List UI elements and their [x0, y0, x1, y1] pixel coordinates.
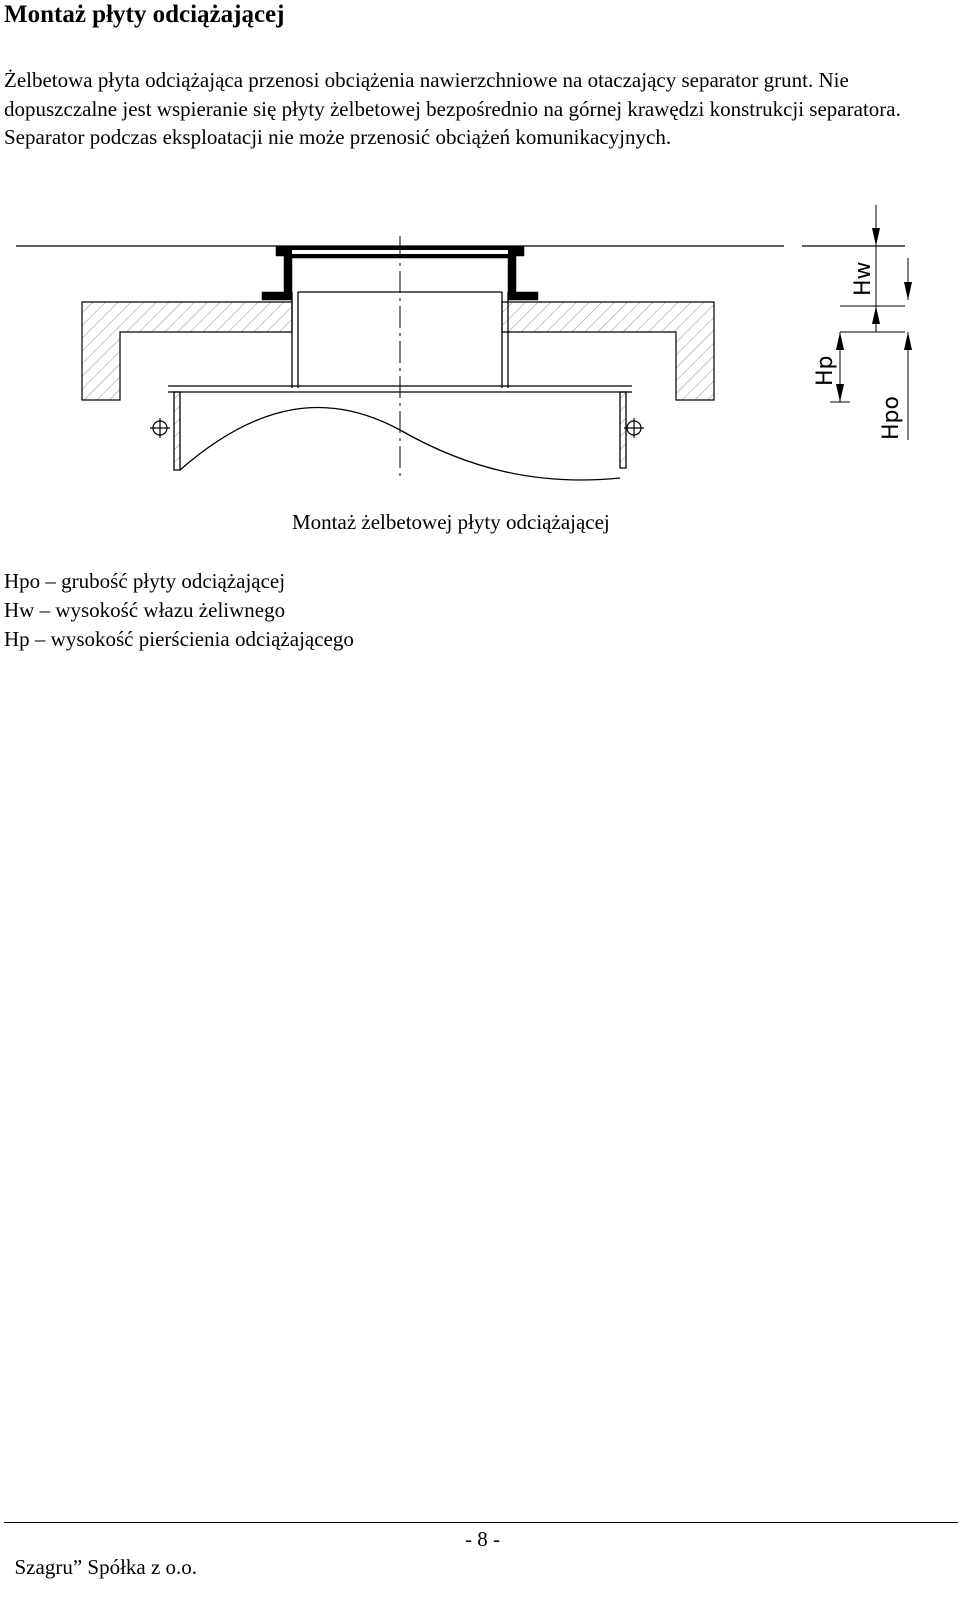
dim-label-hp: Hp	[813, 355, 838, 386]
relief-slab	[82, 302, 714, 400]
legend-list	[4, 567, 354, 654]
legend-item-hw: Hw – wysokość włazu żeliwnego	[4, 598, 286, 622]
footer-company: Szagru” Spółka z o.o.	[14, 1555, 198, 1579]
anchor-bolt-left	[150, 418, 170, 438]
footer-divider	[4, 1522, 958, 1523]
dim-label-hpo: Hpo	[879, 396, 904, 440]
figure-caption: Montaż żelbetowej płyty odciążającej	[292, 510, 610, 534]
page-number: - 8 -	[465, 1527, 500, 1551]
page-footer	[4, 1525, 500, 1609]
anchor-bolt-right	[624, 418, 644, 438]
dimension-arrows	[836, 228, 912, 402]
legend-item-hp: Hp – wysokość pierścienia odciążającego	[4, 627, 354, 651]
intro-paragraph: Żelbetowa płyta odciążająca przenosi obciążenia nawierzchniowe na otaczający separator grunt. Nie dopuszczalne jest wspieranie się płyty żelbetowej bezpośrednio na górnej krawędzi konstrukcji separatora. Separator podczas eksploatacji nie może przenosić obciążeń komunikacyjnych.	[4, 68, 901, 149]
page-title: Montaż płyty odciążającej	[4, 1, 285, 28]
separator-cross-section-diagram	[0, 196, 960, 486]
legend-item-hpo: Hpo – grubość płyty odciążającej	[4, 569, 286, 593]
dim-label-hw: Hw	[851, 261, 876, 296]
